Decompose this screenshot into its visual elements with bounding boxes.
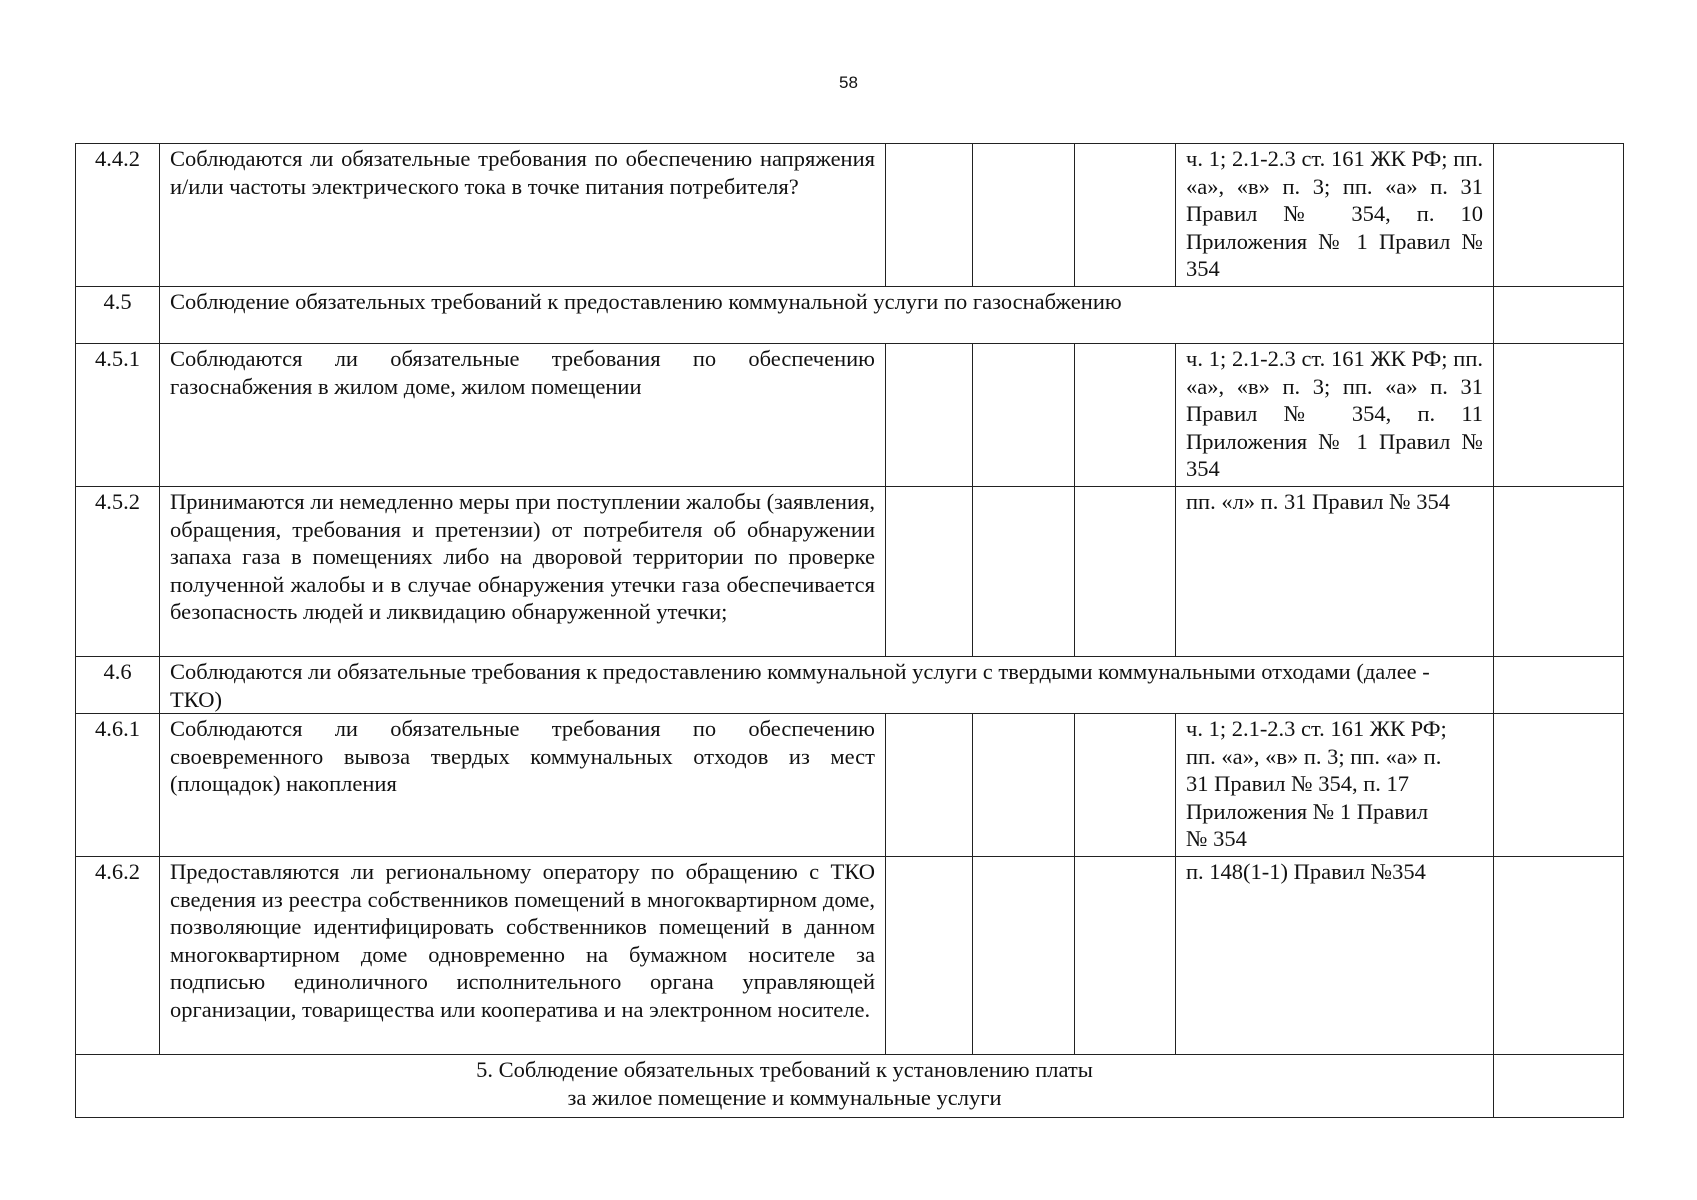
answer-cell-no <box>973 487 1075 657</box>
legal-reference: пп. «л» п. 31 Правил № 354 <box>1176 487 1494 657</box>
answer-cell-yes <box>886 144 973 287</box>
note-cell <box>1494 857 1624 1055</box>
item-question: Соблюдаются ли обязательные требования по обеспечению напряжения и/или частоты электрического тока в точке питания потребителя? <box>160 144 886 287</box>
requirements-table <box>75 143 1624 1118</box>
note-cell <box>1494 144 1624 287</box>
answer-cell-no <box>973 144 1075 287</box>
note-cell <box>1494 487 1624 657</box>
section-row <box>76 657 1624 714</box>
answer-cell-no <box>973 714 1075 857</box>
section-number: 4.5 <box>76 287 160 344</box>
section-row <box>76 287 1624 344</box>
table-row <box>76 714 1624 857</box>
chapter-heading-row <box>76 1055 1624 1118</box>
answer-cell-na <box>1075 344 1176 487</box>
item-question: Соблюдаются ли обязательные требования по обеспечению газоснабжения в жилом доме, жилом помещении <box>160 344 886 487</box>
chapter-heading-line: за жилое помещение и коммунальные услуги <box>567 1084 1002 1110</box>
note-cell <box>1494 344 1624 487</box>
section-title: Соблюдение обязательных требований к предоставлению коммунальной услуги по газоснабжению <box>160 287 1494 344</box>
legal-reference-line: Приложения № 1 Правил <box>1186 798 1429 824</box>
chapter-heading-line: 5. Соблюдение обязательных требований к установлению платы <box>476 1057 1093 1082</box>
answer-cell-na <box>1075 144 1176 287</box>
note-cell <box>1494 714 1624 857</box>
section-number: 4.6 <box>76 657 160 714</box>
item-number: 4.4.2 <box>76 144 160 287</box>
answer-cell-yes <box>886 714 973 857</box>
item-number: 4.6.2 <box>76 857 160 1055</box>
legal-reference-line: 31 Правил № 354, п. 17 <box>1186 771 1410 796</box>
section-title: Соблюдаются ли обязательные требования к предоставлению коммунальной услуги с твердыми коммунальными отходами (далее - ТКО) <box>160 657 1494 714</box>
item-question: Соблюдаются ли обязательные требования по обеспечению своевременного вывоза твердых коммунальных отходов из мест (площадок) накопления <box>160 714 886 857</box>
item-question: Предоставляются ли региональному оператору по обращению с ТКО сведения из реестра собственников помещений в многоквартирном доме, позволяющие идентифицировать собственников помещений в данном многоквартирном доме одновременно на бумажном носителе за подписью единоличного исполнительного органа управляющей организации, товарищества или кооператива и на электронном носителе. <box>160 857 886 1055</box>
answer-cell-na <box>1075 487 1176 657</box>
answer-cell-na <box>1075 714 1176 857</box>
legal-reference-line: № 354 <box>1186 826 1247 851</box>
note-cell <box>1494 657 1624 714</box>
table-row <box>76 144 1624 287</box>
legal-reference: ч. 1; 2.1-2.3 ст. 161 ЖК РФ; пп. «а», «в» п. 3; пп. «а» п. 31 Правил № 354, п. 11 Приложения № 1 Правил № 354 <box>1176 344 1494 487</box>
item-number: 4.5.1 <box>76 344 160 487</box>
legal-reference-line: пп. «а», «в» п. 3; пп. «а» п. <box>1186 743 1442 769</box>
legal-reference-line: ч. 1; 2.1-2.3 ст. 161 ЖК РФ; <box>1186 716 1447 741</box>
legal-reference <box>1176 714 1494 857</box>
note-cell <box>1494 1055 1624 1118</box>
item-question: Принимаются ли немедленно меры при поступлении жалобы (заявления, обращения, требования и претензии) от потребителя об обнаружении запаха газа в помещениях либо на дворовой территории по проверке полученной жалобы и в случае обнаружения утечки газа обеспечивается безопасность людей и ликвидацию обнаруженной утечки; <box>160 487 886 657</box>
legal-reference: п. 148(1-1) Правил №354 <box>1176 857 1494 1055</box>
chapter-heading <box>76 1055 1494 1118</box>
page-number: 58 <box>839 73 858 92</box>
answer-cell-na <box>1075 857 1176 1055</box>
item-number: 4.6.1 <box>76 714 160 857</box>
answer-cell-no <box>973 857 1075 1055</box>
table-row <box>76 344 1624 487</box>
answer-cell-yes <box>886 487 973 657</box>
table-row <box>76 487 1624 657</box>
table-row <box>76 857 1624 1055</box>
item-number: 4.5.2 <box>76 487 160 657</box>
answer-cell-yes <box>886 344 973 487</box>
answer-cell-yes <box>886 857 973 1055</box>
answer-cell-no <box>973 344 1075 487</box>
note-cell <box>1494 287 1624 344</box>
legal-reference: ч. 1; 2.1-2.3 ст. 161 ЖК РФ; пп. «а», «в» п. 3; пп. «а» п. 31 Правил № 354, п. 10 Приложения № 1 Правил № 354 <box>1176 144 1494 287</box>
